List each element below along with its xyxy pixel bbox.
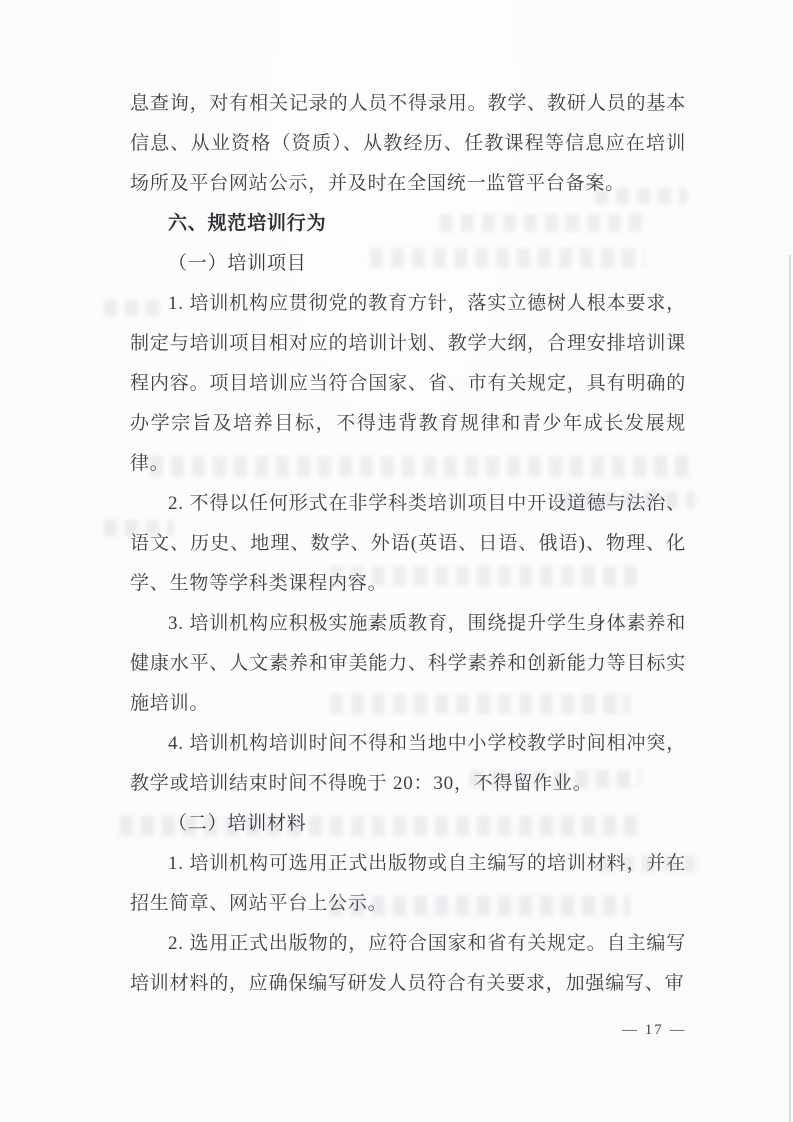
paragraph: 2. 不得以任何形式在非学科类培训项目中开设道德与法治、语文、历史、地理、数学、外语(英语、日语、俄语)、物理、化学、生物等学科类课程内容。	[130, 493, 686, 594]
paragraph: 4. 培训机构培训时间不得和当地中小学校教学时间相冲突，教学或培训结束时间不得晚于 20：30，不得留作业。	[130, 733, 686, 794]
section-heading1: 六、规范培训行为	[168, 213, 327, 234]
paragraph: 息查询，对有相关记录的人员不得录用。教学、教研人员的基本信息、从业资格（资质）、从教经历、任教课程等信息应在培训场所及平台网站公示，并及时在全国统一监管平台备案。	[130, 93, 686, 194]
paragraph: 1. 培训机构应贯彻党的教育方针，落实立德树人根本要求，制定与培训项目相对应的培训计划、教学大纲，合理安排培训课程内容。项目培训应当符合国家、省、市有关规定，具有明确的办学宗旨及培养目标，不得违背教育规律和青少年成长发展规律。	[130, 293, 686, 474]
paragraph: 1. 培训机构可选用正式出版物或自主编写的培训材料，并在招生简章、网站平台上公示。	[130, 853, 686, 914]
paragraph: 3. 培训机构应积极实施素质教育，围绕提升学生身体素养和健康水平、人文素养和审美能力、科学素养和创新能力等目标实施培训。	[130, 613, 686, 714]
document-body	[130, 84, 686, 1004]
scan-edge-line	[789, 255, 791, 1122]
section-heading2: （一）培训项目	[168, 253, 307, 274]
paragraph: 2. 选用正式出版物的，应符合国家和省有关规定。自主编写培训材料的，应确保编写研发人员符合有关要求，加强编写、审	[130, 933, 686, 994]
section-heading2: （二）培训材料	[168, 813, 307, 834]
page-number: — 17 —	[622, 1022, 687, 1038]
